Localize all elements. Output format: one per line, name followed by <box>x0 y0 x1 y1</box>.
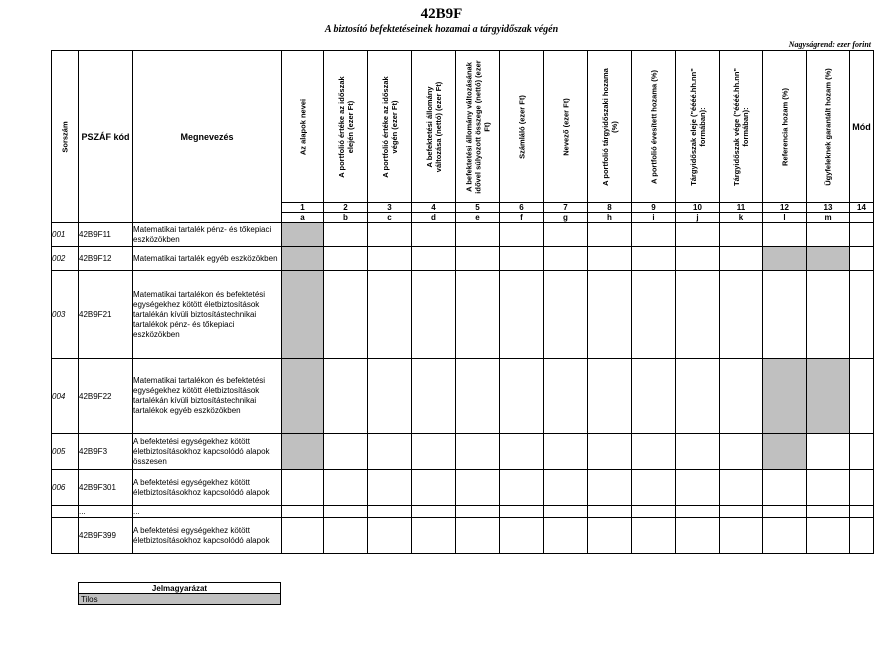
pszaf-kod-header: PSZÁF kód <box>79 51 133 223</box>
col-letter: a <box>282 213 324 223</box>
col-letter: l <box>763 213 807 223</box>
data-cell[interactable] <box>368 223 412 247</box>
col-header: A portfolió értéke az időszak végén (ezer Ft) <box>368 51 412 203</box>
row-sorszam: 006 <box>52 470 79 506</box>
col-header: Tárgyidőszak vége ("éééé.hh.nn" formában): <box>720 51 763 203</box>
data-cell[interactable] <box>456 470 500 506</box>
col-letter: e <box>456 213 500 223</box>
col-header: Referencia hozam (%) <box>763 51 807 203</box>
data-cell[interactable] <box>368 271 412 359</box>
data-cell[interactable] <box>500 247 544 271</box>
col-letter: j <box>676 213 720 223</box>
data-cell[interactable] <box>324 434 368 470</box>
data-cell[interactable] <box>544 359 588 434</box>
row-kod: 42B9F22 <box>79 359 133 434</box>
col-letter: m <box>807 213 850 223</box>
data-cell[interactable] <box>544 518 588 554</box>
data-cell[interactable] <box>676 359 720 434</box>
data-cell[interactable] <box>412 470 456 506</box>
data-cell[interactable] <box>588 518 632 554</box>
page-title: 42B9F <box>420 6 463 22</box>
legend-title: Jelmagyarázat <box>79 583 281 594</box>
data-cell[interactable] <box>720 518 763 554</box>
data-cell[interactable] <box>368 506 412 518</box>
table-row <box>52 271 874 359</box>
col-header: A befektetési állomány változásának idővel súlyozott összege (nettó) (ezer Ft) <box>456 51 500 203</box>
forbidden-cell <box>763 434 807 470</box>
data-cell[interactable] <box>544 470 588 506</box>
unit-label: Nagyságrend: ezer forint <box>788 40 871 49</box>
data-cell[interactable] <box>720 434 763 470</box>
row-kod: 42B9F3 <box>79 434 133 470</box>
data-cell <box>850 271 874 359</box>
data-cell[interactable] <box>632 470 676 506</box>
col-header: Nevező (ezer Ft) <box>544 51 588 203</box>
col-letter: c <box>368 213 412 223</box>
col-header: A portfolió értéke az időszak elején (ezer Ft) <box>324 51 368 203</box>
data-cell[interactable] <box>456 506 500 518</box>
data-cell[interactable] <box>763 271 807 359</box>
report-table <box>51 50 874 554</box>
row-kod: 42B9F399 <box>79 518 133 554</box>
row-sorszam: 005 <box>52 434 79 470</box>
data-cell[interactable] <box>588 434 632 470</box>
col-number: 3 <box>368 203 412 213</box>
data-cell[interactable] <box>412 506 456 518</box>
data-cell[interactable] <box>763 223 807 247</box>
col-header: Tárgyidőszak eleje ("éééé.hh.nn" formában): <box>676 51 720 203</box>
table-row <box>52 359 874 434</box>
data-cell[interactable] <box>456 223 500 247</box>
col-header: A portfolió évesített hozama (%) <box>632 51 676 203</box>
row-sorszam: 003 <box>52 271 79 359</box>
row-sorszam <box>52 518 79 554</box>
row-megnevezes: Matematikai tartalékon és befektetési egységekhez kötött életbiztosítások tartalékán kívüli biztosítástechnikai tartalékok egyéb eszközökben <box>133 359 282 434</box>
forbidden-cell <box>282 359 324 434</box>
data-cell[interactable] <box>807 223 850 247</box>
data-cell[interactable] <box>412 271 456 359</box>
data-cell[interactable] <box>456 247 500 271</box>
data-cell <box>850 470 874 506</box>
col-letter: d <box>412 213 456 223</box>
data-cell[interactable] <box>763 518 807 554</box>
data-cell[interactable] <box>368 434 412 470</box>
col-number: 8 <box>588 203 632 213</box>
data-cell[interactable] <box>632 506 676 518</box>
data-cell[interactable] <box>588 223 632 247</box>
data-cell[interactable] <box>632 247 676 271</box>
data-cell[interactable] <box>412 434 456 470</box>
col-header: Mód <box>850 51 874 203</box>
data-cell[interactable] <box>282 470 324 506</box>
row-megnevezes: A befektetési egységekhez kötött életbiztosításokhoz kapcsolódó alapok <box>133 470 282 506</box>
table-row <box>52 223 874 247</box>
data-cell[interactable] <box>500 470 544 506</box>
table-row <box>52 247 874 271</box>
data-cell[interactable] <box>720 247 763 271</box>
data-cell <box>850 506 874 518</box>
col-letter <box>850 213 874 223</box>
data-cell[interactable] <box>456 359 500 434</box>
data-cell[interactable] <box>324 506 368 518</box>
data-cell[interactable] <box>544 271 588 359</box>
data-cell <box>850 434 874 470</box>
row-megnevezes: ... <box>133 506 282 518</box>
data-cell[interactable] <box>544 223 588 247</box>
data-cell[interactable] <box>676 470 720 506</box>
col-letter: h <box>588 213 632 223</box>
col-letter: i <box>632 213 676 223</box>
row-kod: 42B9F12 <box>79 247 133 271</box>
data-cell[interactable] <box>632 223 676 247</box>
row-sorszam: 004 <box>52 359 79 434</box>
forbidden-cell <box>763 247 807 271</box>
row-kod: 42B9F301 <box>79 470 133 506</box>
data-cell[interactable] <box>807 518 850 554</box>
data-cell[interactable] <box>500 359 544 434</box>
data-cell <box>850 223 874 247</box>
data-cell[interactable] <box>324 470 368 506</box>
data-cell[interactable] <box>456 434 500 470</box>
row-megnevezes: Matematikai tartalék egyéb eszközökben <box>133 247 282 271</box>
data-cell[interactable] <box>588 506 632 518</box>
data-cell[interactable] <box>632 434 676 470</box>
data-cell[interactable] <box>588 359 632 434</box>
row-sorszam: 001 <box>52 223 79 247</box>
row-megnevezes: Matematikai tartalékon és befektetési egységekhez kötött életbiztosítások tartalékán kívüli biztosítástechnikai tartalékok pénz- és tőkepiaci eszközökben <box>133 271 282 359</box>
forbidden-cell <box>282 434 324 470</box>
data-cell[interactable] <box>676 247 720 271</box>
data-cell[interactable] <box>807 271 850 359</box>
table-body <box>52 223 874 554</box>
col-number: 9 <box>632 203 676 213</box>
col-number: 7 <box>544 203 588 213</box>
data-cell[interactable] <box>763 506 807 518</box>
col-header: Számláló (ezer Ft) <box>500 51 544 203</box>
table-row <box>52 506 874 518</box>
col-number: 11 <box>720 203 763 213</box>
data-cell[interactable] <box>544 506 588 518</box>
col-header: A befektetési állomány változása (nettó) (ezer Ft) <box>412 51 456 203</box>
data-cell[interactable] <box>324 247 368 271</box>
table-row <box>52 518 874 554</box>
data-cell[interactable] <box>676 223 720 247</box>
row-kod: 42B9F11 <box>79 223 133 247</box>
sorszam-header: Sorszám <box>52 51 79 223</box>
col-letter: b <box>324 213 368 223</box>
data-cell[interactable] <box>763 470 807 506</box>
data-cell[interactable] <box>324 271 368 359</box>
data-cell[interactable] <box>412 247 456 271</box>
data-cell[interactable] <box>720 359 763 434</box>
data-cell[interactable] <box>368 359 412 434</box>
data-cell[interactable] <box>632 518 676 554</box>
data-cell[interactable] <box>588 247 632 271</box>
data-cell[interactable] <box>282 506 324 518</box>
col-number: 5 <box>456 203 500 213</box>
data-cell[interactable] <box>544 434 588 470</box>
data-cell[interactable] <box>412 223 456 247</box>
col-number: 12 <box>763 203 807 213</box>
data-cell[interactable] <box>500 271 544 359</box>
data-cell[interactable] <box>720 506 763 518</box>
data-cell[interactable] <box>632 271 676 359</box>
row-megnevezes: Matematikai tartalék pénz- és tőkepiaci eszközökben <box>133 223 282 247</box>
row-sorszam <box>52 506 79 518</box>
data-cell[interactable] <box>807 470 850 506</box>
col-number: 2 <box>324 203 368 213</box>
data-cell[interactable] <box>500 223 544 247</box>
data-cell[interactable] <box>720 223 763 247</box>
data-cell[interactable] <box>368 518 412 554</box>
data-cell[interactable] <box>632 359 676 434</box>
data-cell[interactable] <box>676 518 720 554</box>
data-cell <box>850 359 874 434</box>
data-cell[interactable] <box>676 506 720 518</box>
data-cell[interactable] <box>368 470 412 506</box>
forbidden-cell <box>282 247 324 271</box>
col-header: Ügyfeleknek garantált hozam (%) <box>807 51 850 203</box>
col-number: 1 <box>282 203 324 213</box>
data-cell[interactable] <box>588 271 632 359</box>
data-cell[interactable] <box>676 434 720 470</box>
table-row <box>52 470 874 506</box>
legend-item-tilos: Tilos <box>79 594 281 605</box>
page-subtitle: A biztosító befektetéseinek hozamai a tárgyidőszak végén <box>324 24 559 35</box>
col-letter: g <box>544 213 588 223</box>
col-number: 4 <box>412 203 456 213</box>
col-letter: k <box>720 213 763 223</box>
data-cell[interactable] <box>324 223 368 247</box>
forbidden-cell <box>807 359 850 434</box>
row-kod: ... <box>79 506 133 518</box>
megnevezes-header: Megnevezés <box>133 51 282 223</box>
data-cell[interactable] <box>720 470 763 506</box>
data-cell[interactable] <box>412 359 456 434</box>
row-megnevezes: A befektetési egységekhez kötött életbiztosításokhoz kapcsolódó alapok <box>133 518 282 554</box>
data-cell[interactable] <box>807 506 850 518</box>
forbidden-cell <box>282 271 324 359</box>
col-number: 13 <box>807 203 850 213</box>
data-cell[interactable] <box>676 271 720 359</box>
data-cell[interactable] <box>412 518 456 554</box>
col-header: A portfolió tárgyidőszaki hozama (%) <box>588 51 632 203</box>
data-cell[interactable] <box>720 271 763 359</box>
data-cell[interactable] <box>324 518 368 554</box>
col-number: 6 <box>500 203 544 213</box>
data-cell[interactable] <box>456 271 500 359</box>
data-cell <box>850 247 874 271</box>
data-cell[interactable] <box>500 434 544 470</box>
forbidden-cell <box>282 223 324 247</box>
data-cell[interactable] <box>588 470 632 506</box>
col-number: 14 <box>850 203 874 213</box>
table-row <box>52 434 874 470</box>
data-cell[interactable] <box>544 247 588 271</box>
data-cell[interactable] <box>500 518 544 554</box>
forbidden-cell <box>807 247 850 271</box>
data-cell[interactable] <box>807 434 850 470</box>
legend-table <box>78 582 281 605</box>
data-cell <box>850 518 874 554</box>
row-kod: 42B9F21 <box>79 271 133 359</box>
data-cell[interactable] <box>282 518 324 554</box>
row-sorszam: 002 <box>52 247 79 271</box>
row-megnevezes: A befektetési egységekhez kötött életbiztosításokhoz kapcsolódó alapok összesen <box>133 434 282 470</box>
forbidden-cell <box>763 359 807 434</box>
data-cell[interactable] <box>368 247 412 271</box>
data-cell[interactable] <box>456 518 500 554</box>
col-letter: f <box>500 213 544 223</box>
col-number: 10 <box>676 203 720 213</box>
col-header: Az alapok nevei <box>282 51 324 203</box>
data-cell[interactable] <box>324 359 368 434</box>
data-cell[interactable] <box>500 506 544 518</box>
